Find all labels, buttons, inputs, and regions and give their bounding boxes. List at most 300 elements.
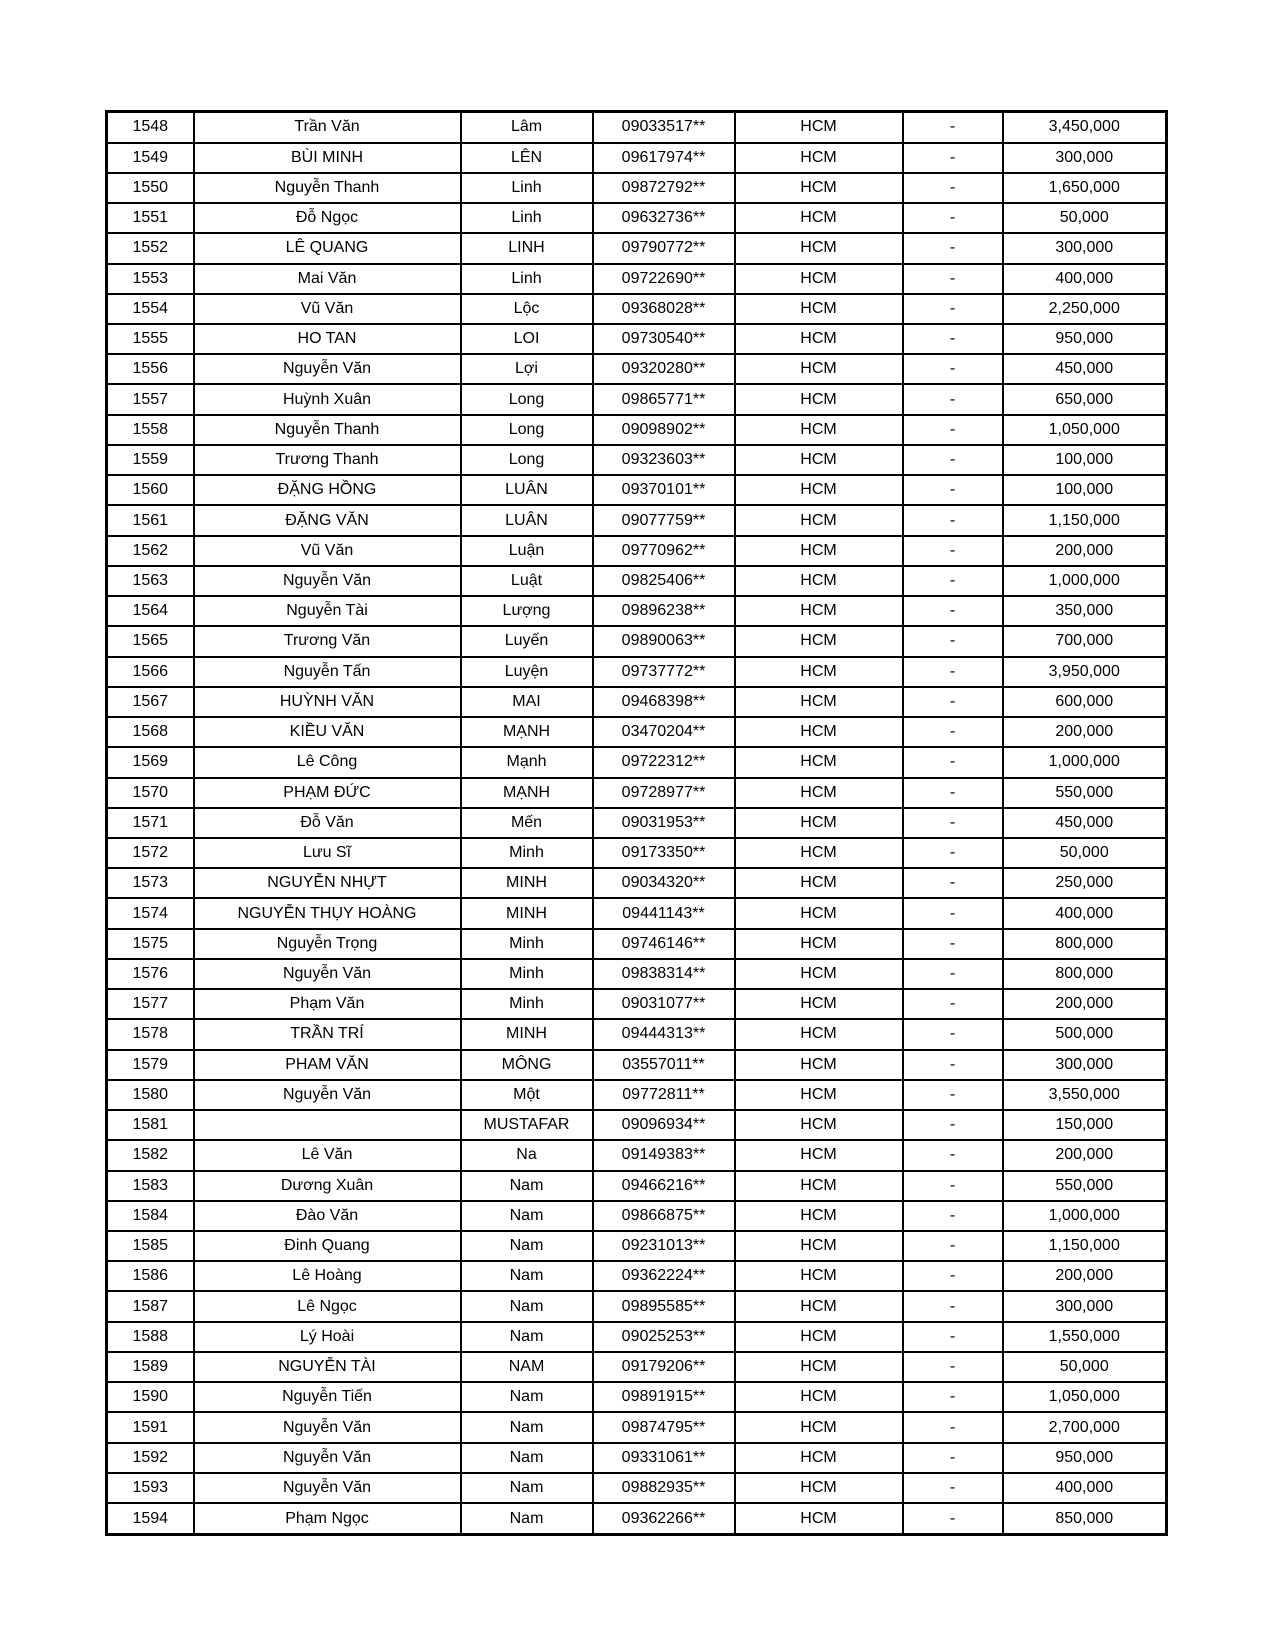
last-name-cell: Nam <box>461 1503 593 1534</box>
table-row <box>107 294 1167 324</box>
last-name-cell: LOI <box>461 324 593 354</box>
city-cell: HCM <box>735 868 903 898</box>
city-cell: HCM <box>735 989 903 1019</box>
first-name-cell: NGUYỄN THỤY HOÀNG <box>194 898 461 928</box>
table-row <box>107 717 1167 747</box>
phone-cell: 09025253** <box>593 1322 735 1352</box>
last-name-cell: NAM <box>461 1352 593 1382</box>
phone-cell: 09838314** <box>593 959 735 989</box>
dash-cell: - <box>903 626 1003 656</box>
amount-cell: 1,150,000 <box>1003 505 1167 535</box>
row-id-cell: 1559 <box>107 445 194 475</box>
row-id-cell: 1560 <box>107 475 194 505</box>
table-row <box>107 778 1167 808</box>
row-id-cell: 1561 <box>107 505 194 535</box>
phone-cell: 09468398** <box>593 687 735 717</box>
first-name-cell: Huỳnh Xuân <box>194 384 461 414</box>
amount-cell: 200,000 <box>1003 1140 1167 1170</box>
first-name-cell: BÙI MINH <box>194 143 461 173</box>
amount-cell: 500,000 <box>1003 1019 1167 1049</box>
table-row <box>107 1080 1167 1110</box>
dash-cell: - <box>903 1050 1003 1080</box>
last-name-cell: Long <box>461 384 593 414</box>
row-id-cell: 1562 <box>107 536 194 566</box>
first-name-cell: Nguyễn Văn <box>194 354 461 384</box>
city-cell: HCM <box>735 1171 903 1201</box>
dash-cell: - <box>903 566 1003 596</box>
amount-cell: 250,000 <box>1003 868 1167 898</box>
row-id-cell: 1576 <box>107 959 194 989</box>
row-id-cell: 1587 <box>107 1291 194 1321</box>
first-name-cell: Nguyễn Văn <box>194 1473 461 1503</box>
amount-cell: 800,000 <box>1003 929 1167 959</box>
dash-cell: - <box>903 475 1003 505</box>
table-row <box>107 1171 1167 1201</box>
dash-cell: - <box>903 1201 1003 1231</box>
first-name-cell: LÊ QUANG <box>194 233 461 263</box>
city-cell: HCM <box>735 324 903 354</box>
first-name-cell: Mai Văn <box>194 264 461 294</box>
table-row <box>107 1110 1167 1140</box>
city-cell: HCM <box>735 1019 903 1049</box>
phone-cell: 09370101** <box>593 475 735 505</box>
amount-cell: 1,050,000 <box>1003 1382 1167 1412</box>
first-name-cell: Vũ Văn <box>194 294 461 324</box>
dash-cell: - <box>903 1382 1003 1412</box>
last-name-cell: Linh <box>461 264 593 294</box>
row-id-cell: 1549 <box>107 143 194 173</box>
phone-cell: 09746146** <box>593 929 735 959</box>
amount-cell: 600,000 <box>1003 687 1167 717</box>
amount-cell: 1,550,000 <box>1003 1322 1167 1352</box>
dash-cell: - <box>903 687 1003 717</box>
dash-cell: - <box>903 294 1003 324</box>
amount-cell: 550,000 <box>1003 1171 1167 1201</box>
dash-cell: - <box>903 778 1003 808</box>
table-row <box>107 1050 1167 1080</box>
amount-cell: 2,250,000 <box>1003 294 1167 324</box>
phone-cell: 09865771** <box>593 384 735 414</box>
table-row <box>107 1382 1167 1412</box>
phone-cell: 09098902** <box>593 415 735 445</box>
dash-cell: - <box>903 1352 1003 1382</box>
amount-cell: 3,550,000 <box>1003 1080 1167 1110</box>
phone-cell: 09331061** <box>593 1443 735 1473</box>
row-id-cell: 1556 <box>107 354 194 384</box>
city-cell: HCM <box>735 929 903 959</box>
city-cell: HCM <box>735 838 903 868</box>
dash-cell: - <box>903 1443 1003 1473</box>
phone-cell: 09722312** <box>593 747 735 777</box>
dash-cell: - <box>903 1080 1003 1110</box>
last-name-cell: Long <box>461 445 593 475</box>
dash-cell: - <box>903 1231 1003 1261</box>
first-name-cell: Đỗ Ngọc <box>194 203 461 233</box>
amount-cell: 1,000,000 <box>1003 1201 1167 1231</box>
amount-cell: 400,000 <box>1003 1473 1167 1503</box>
amount-cell: 200,000 <box>1003 1261 1167 1291</box>
row-id-cell: 1591 <box>107 1412 194 1442</box>
row-id-cell: 1578 <box>107 1019 194 1049</box>
first-name-cell: Nguyễn Văn <box>194 566 461 596</box>
phone-cell: 09362224** <box>593 1261 735 1291</box>
phone-cell: 09173350** <box>593 838 735 868</box>
city-cell: HCM <box>735 1080 903 1110</box>
phone-cell: 09323603** <box>593 445 735 475</box>
amount-cell: 200,000 <box>1003 717 1167 747</box>
city-cell: HCM <box>735 898 903 928</box>
phone-cell: 09632736** <box>593 203 735 233</box>
amount-cell: 550,000 <box>1003 778 1167 808</box>
table-row <box>107 566 1167 596</box>
city-cell: HCM <box>735 233 903 263</box>
table-row <box>107 868 1167 898</box>
dash-cell: - <box>903 808 1003 838</box>
dash-cell: - <box>903 1140 1003 1170</box>
phone-cell: 09866875** <box>593 1201 735 1231</box>
row-id-cell: 1553 <box>107 264 194 294</box>
phone-cell: 09368028** <box>593 294 735 324</box>
dash-cell: - <box>903 445 1003 475</box>
table-row <box>107 1443 1167 1473</box>
amount-cell: 700,000 <box>1003 626 1167 656</box>
amount-cell: 1,150,000 <box>1003 1231 1167 1261</box>
row-id-cell: 1594 <box>107 1503 194 1534</box>
table-row <box>107 959 1167 989</box>
dash-cell: - <box>903 233 1003 263</box>
last-name-cell: Lượng <box>461 596 593 626</box>
row-id-cell: 1555 <box>107 324 194 354</box>
dash-cell: - <box>903 1261 1003 1291</box>
table-row <box>107 808 1167 838</box>
dash-cell: - <box>903 173 1003 203</box>
amount-cell: 3,450,000 <box>1003 112 1167 143</box>
last-name-cell: Mạnh <box>461 747 593 777</box>
table-row <box>107 1140 1167 1170</box>
phone-cell: 09444313** <box>593 1019 735 1049</box>
amount-cell: 300,000 <box>1003 143 1167 173</box>
last-name-cell: Lộc <box>461 294 593 324</box>
amount-cell: 950,000 <box>1003 324 1167 354</box>
table-row <box>107 203 1167 233</box>
last-name-cell: Nam <box>461 1443 593 1473</box>
table-row <box>107 536 1167 566</box>
table-row <box>107 747 1167 777</box>
first-name-cell: Lê Ngọc <box>194 1291 461 1321</box>
dash-cell: - <box>903 1110 1003 1140</box>
dash-cell: - <box>903 838 1003 868</box>
row-id-cell: 1588 <box>107 1322 194 1352</box>
city-cell: HCM <box>735 717 903 747</box>
table-row <box>107 1503 1167 1534</box>
city-cell: HCM <box>735 1231 903 1261</box>
amount-cell: 800,000 <box>1003 959 1167 989</box>
last-name-cell: Minh <box>461 838 593 868</box>
city-cell: HCM <box>735 596 903 626</box>
amount-cell: 1,650,000 <box>1003 173 1167 203</box>
table-row <box>107 838 1167 868</box>
last-name-cell: MẠNH <box>461 778 593 808</box>
phone-cell: 09772811** <box>593 1080 735 1110</box>
city-cell: HCM <box>735 1352 903 1382</box>
amount-cell: 3,950,000 <box>1003 657 1167 687</box>
row-id-cell: 1582 <box>107 1140 194 1170</box>
last-name-cell: MÔNG <box>461 1050 593 1080</box>
row-id-cell: 1564 <box>107 596 194 626</box>
row-id-cell: 1565 <box>107 626 194 656</box>
amount-cell: 100,000 <box>1003 475 1167 505</box>
amount-cell: 400,000 <box>1003 264 1167 294</box>
first-name-cell: Đỗ Văn <box>194 808 461 838</box>
city-cell: HCM <box>735 294 903 324</box>
first-name-cell: Lê Văn <box>194 1140 461 1170</box>
last-name-cell: Luận <box>461 536 593 566</box>
amount-cell: 2,700,000 <box>1003 1412 1167 1442</box>
last-name-cell: Nam <box>461 1201 593 1231</box>
dash-cell: - <box>903 1503 1003 1534</box>
first-name-cell: Trần Văn <box>194 112 461 143</box>
city-cell: HCM <box>735 1443 903 1473</box>
dash-cell: - <box>903 929 1003 959</box>
table-row <box>107 1352 1167 1382</box>
first-name-cell: Đào Văn <box>194 1201 461 1231</box>
amount-cell: 300,000 <box>1003 233 1167 263</box>
first-name-cell: HO TAN <box>194 324 461 354</box>
table-row <box>107 1231 1167 1261</box>
city-cell: HCM <box>735 112 903 143</box>
city-cell: HCM <box>735 1110 903 1140</box>
last-name-cell: Nam <box>461 1261 593 1291</box>
first-name-cell: Nguyễn Tiến <box>194 1382 461 1412</box>
phone-cell: 09728977** <box>593 778 735 808</box>
row-id-cell: 1579 <box>107 1050 194 1080</box>
row-id-cell: 1550 <box>107 173 194 203</box>
table-row <box>107 475 1167 505</box>
first-name-cell: NGUYỄN TÀI <box>194 1352 461 1382</box>
row-id-cell: 1557 <box>107 384 194 414</box>
phone-cell: 09737772** <box>593 657 735 687</box>
first-name-cell: Lưu Sĩ <box>194 838 461 868</box>
phone-cell: 09231013** <box>593 1231 735 1261</box>
city-cell: HCM <box>735 384 903 414</box>
dash-cell: - <box>903 657 1003 687</box>
city-cell: HCM <box>735 1201 903 1231</box>
row-id-cell: 1552 <box>107 233 194 263</box>
table-row <box>107 112 1167 143</box>
phone-cell: 03470204** <box>593 717 735 747</box>
first-name-cell: Lý Hoài <box>194 1322 461 1352</box>
phone-cell: 09179206** <box>593 1352 735 1382</box>
first-name-cell: Nguyễn Tấn <box>194 657 461 687</box>
table-row <box>107 1019 1167 1049</box>
dash-cell: - <box>903 959 1003 989</box>
table-row <box>107 143 1167 173</box>
amount-cell: 950,000 <box>1003 1443 1167 1473</box>
last-name-cell: LUÂN <box>461 505 593 535</box>
amount-cell: 450,000 <box>1003 354 1167 384</box>
phone-cell: 09441143** <box>593 898 735 928</box>
row-id-cell: 1573 <box>107 868 194 898</box>
city-cell: HCM <box>735 657 903 687</box>
phone-cell: 09033517** <box>593 112 735 143</box>
first-name-cell: NGUYỄN NHỰT <box>194 868 461 898</box>
last-name-cell: Lâm <box>461 112 593 143</box>
dash-cell: - <box>903 1171 1003 1201</box>
city-cell: HCM <box>735 1140 903 1170</box>
amount-cell: 50,000 <box>1003 1352 1167 1382</box>
row-id-cell: 1583 <box>107 1171 194 1201</box>
city-cell: HCM <box>735 1412 903 1442</box>
row-id-cell: 1569 <box>107 747 194 777</box>
amount-cell: 50,000 <box>1003 203 1167 233</box>
first-name-cell: PHAM VĂN <box>194 1050 461 1080</box>
first-name-cell: PHẠM ĐỨC <box>194 778 461 808</box>
table-row <box>107 1412 1167 1442</box>
dash-cell: - <box>903 717 1003 747</box>
last-name-cell: Lợi <box>461 354 593 384</box>
first-name-cell: Lê Hoàng <box>194 1261 461 1291</box>
dash-cell: - <box>903 1473 1003 1503</box>
row-id-cell: 1570 <box>107 778 194 808</box>
dash-cell: - <box>903 596 1003 626</box>
amount-cell: 300,000 <box>1003 1291 1167 1321</box>
table-row <box>107 505 1167 535</box>
row-id-cell: 1581 <box>107 1110 194 1140</box>
city-cell: HCM <box>735 143 903 173</box>
last-name-cell: Nam <box>461 1412 593 1442</box>
first-name-cell: Nguyễn Thanh <box>194 415 461 445</box>
amount-cell: 400,000 <box>1003 898 1167 928</box>
table-row <box>107 233 1167 263</box>
last-name-cell: Na <box>461 1140 593 1170</box>
phone-cell: 09874795** <box>593 1412 735 1442</box>
first-name-cell: Phạm Văn <box>194 989 461 1019</box>
dash-cell: - <box>903 1291 1003 1321</box>
phone-cell: 09896238** <box>593 596 735 626</box>
amount-cell: 1,000,000 <box>1003 747 1167 777</box>
dash-cell: - <box>903 264 1003 294</box>
phone-cell: 09617974** <box>593 143 735 173</box>
last-name-cell: Một <box>461 1080 593 1110</box>
phone-cell: 09031953** <box>593 808 735 838</box>
phone-cell: 09891915** <box>593 1382 735 1412</box>
row-id-cell: 1571 <box>107 808 194 838</box>
table-row <box>107 1291 1167 1321</box>
amount-cell: 850,000 <box>1003 1503 1167 1534</box>
city-cell: HCM <box>735 203 903 233</box>
city-cell: HCM <box>735 687 903 717</box>
first-name-cell: Trương Văn <box>194 626 461 656</box>
table-row <box>107 1201 1167 1231</box>
table-row <box>107 1322 1167 1352</box>
city-cell: HCM <box>735 1050 903 1080</box>
amount-cell: 650,000 <box>1003 384 1167 414</box>
last-name-cell: MINH <box>461 1019 593 1049</box>
table-row <box>107 324 1167 354</box>
table-row <box>107 445 1167 475</box>
last-name-cell: Nam <box>461 1231 593 1261</box>
table-row <box>107 989 1167 1019</box>
last-name-cell: Nam <box>461 1171 593 1201</box>
last-name-cell: Nam <box>461 1473 593 1503</box>
row-id-cell: 1584 <box>107 1201 194 1231</box>
row-id-cell: 1593 <box>107 1473 194 1503</box>
dash-cell: - <box>903 112 1003 143</box>
phone-cell: 09890063** <box>593 626 735 656</box>
city-cell: HCM <box>735 475 903 505</box>
dash-cell: - <box>903 324 1003 354</box>
table-row <box>107 1473 1167 1503</box>
first-name-cell: ĐẶNG VĂN <box>194 505 461 535</box>
first-name-cell: Nguyễn Văn <box>194 1412 461 1442</box>
amount-cell: 1,000,000 <box>1003 566 1167 596</box>
first-name-cell: Phạm Ngọc <box>194 1503 461 1534</box>
first-name-cell: Dương Xuân <box>194 1171 461 1201</box>
last-name-cell: MINH <box>461 868 593 898</box>
table-row <box>107 657 1167 687</box>
city-cell: HCM <box>735 173 903 203</box>
table-row <box>107 687 1167 717</box>
city-cell: HCM <box>735 626 903 656</box>
first-name-cell: KIỀU VĂN <box>194 717 461 747</box>
first-name-cell: Nguyễn Văn <box>194 959 461 989</box>
city-cell: HCM <box>735 959 903 989</box>
last-name-cell: Luyện <box>461 657 593 687</box>
city-cell: HCM <box>735 264 903 294</box>
city-cell: HCM <box>735 354 903 384</box>
phone-cell: 09466216** <box>593 1171 735 1201</box>
row-id-cell: 1558 <box>107 415 194 445</box>
dash-cell: - <box>903 505 1003 535</box>
phone-cell: 09722690** <box>593 264 735 294</box>
first-name-cell: HUỲNH VĂN <box>194 687 461 717</box>
last-name-cell: Linh <box>461 203 593 233</box>
dash-cell: - <box>903 747 1003 777</box>
city-cell: HCM <box>735 1382 903 1412</box>
contacts-payments-table <box>105 110 1168 1536</box>
row-id-cell: 1566 <box>107 657 194 687</box>
first-name-cell: TRẦN TRÍ <box>194 1019 461 1049</box>
first-name-cell: Trương Thanh <box>194 445 461 475</box>
table-row <box>107 626 1167 656</box>
table-row <box>107 1261 1167 1291</box>
amount-cell: 1,050,000 <box>1003 415 1167 445</box>
phone-cell: 09077759** <box>593 505 735 535</box>
table-row <box>107 898 1167 928</box>
table-row <box>107 173 1167 203</box>
city-cell: HCM <box>735 1322 903 1352</box>
phone-cell: 09362266** <box>593 1503 735 1534</box>
last-name-cell: Nam <box>461 1382 593 1412</box>
phone-cell: 09882935** <box>593 1473 735 1503</box>
dash-cell: - <box>903 1322 1003 1352</box>
table-row <box>107 264 1167 294</box>
last-name-cell: Nam <box>461 1322 593 1352</box>
last-name-cell: Minh <box>461 959 593 989</box>
row-id-cell: 1563 <box>107 566 194 596</box>
dash-cell: - <box>903 415 1003 445</box>
phone-cell: 09730540** <box>593 324 735 354</box>
row-id-cell: 1577 <box>107 989 194 1019</box>
dash-cell: - <box>903 1019 1003 1049</box>
row-id-cell: 1592 <box>107 1443 194 1473</box>
dash-cell: - <box>903 354 1003 384</box>
city-cell: HCM <box>735 415 903 445</box>
row-id-cell: 1567 <box>107 687 194 717</box>
amount-cell: 300,000 <box>1003 1050 1167 1080</box>
table-row <box>107 596 1167 626</box>
amount-cell: 200,000 <box>1003 536 1167 566</box>
